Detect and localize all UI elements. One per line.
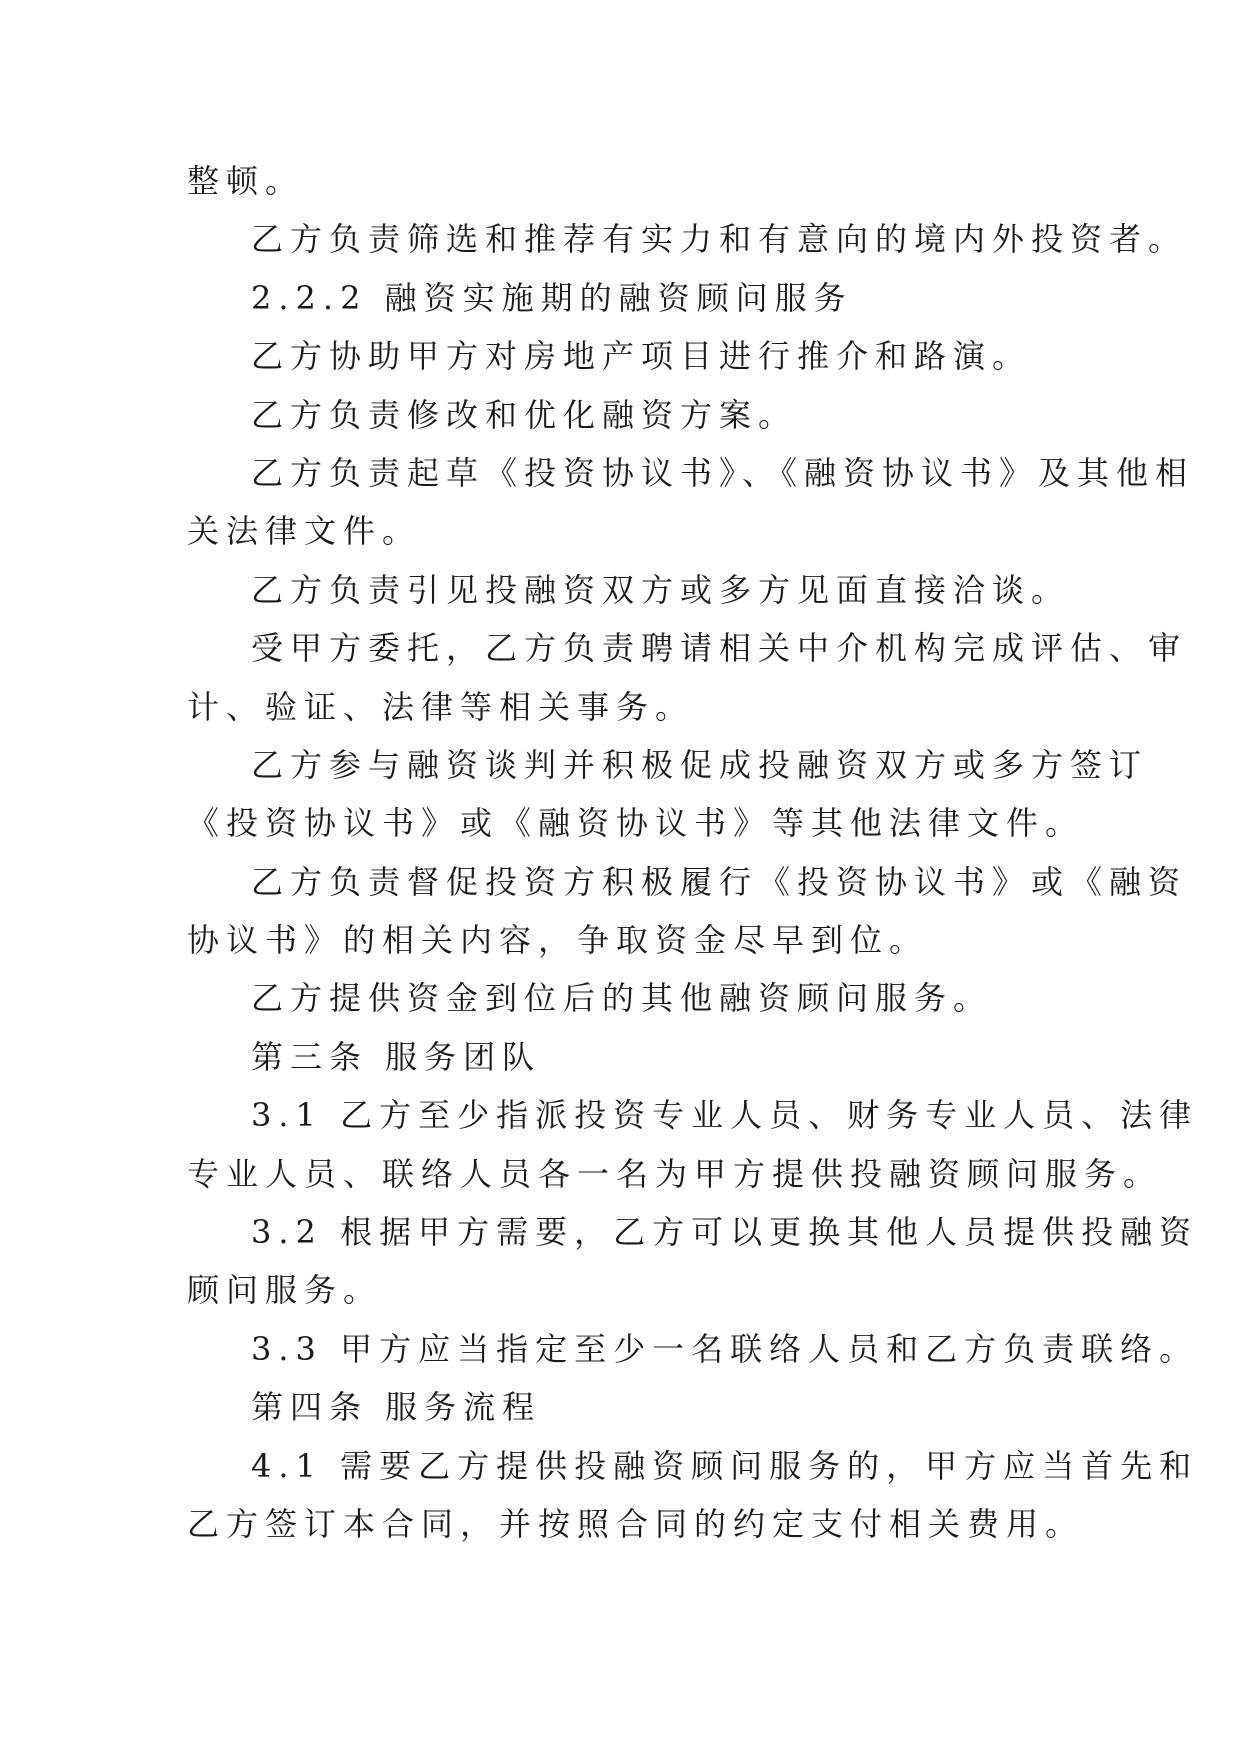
article-heading: 第三条 服务团队 — [251, 1037, 542, 1076]
text-line: 整顿。 — [187, 162, 305, 200]
text-line: 乙方参与融资谈判并积极促成投融资双方或多方签订 — [251, 745, 1149, 784]
text-line: 乙方负责引见投融资双方或多方见面直接洽谈。 — [251, 570, 1071, 609]
text-line: 关法律文件。 — [187, 512, 422, 551]
text-line: 乙方负责筛选和推荐有实力和有意向的境内外投资者。 — [251, 220, 1188, 259]
text-line: 受甲方委托，乙方负责聘请相关中介机构完成评估、审 — [251, 629, 1188, 668]
text-line: 专业人员、联络人员各一名为甲方提供投融资顾问服务。 — [187, 1154, 1163, 1193]
document-body — [187, 152, 1199, 1553]
text-line: 3.3 甲方应当指定至少一名联络人员和乙方负责联络。 — [251, 1329, 1199, 1368]
text-line: 乙方负责督促投资方积极履行《投资协议书》或《融资 — [251, 862, 1188, 901]
text-line: 乙方提供资金到位后的其他融资顾问服务。 — [251, 979, 993, 1018]
text-line: 4.1 需要乙方提供投融资顾问服务的，甲方应当首先和 — [251, 1446, 1199, 1485]
article-heading: 第四条 服务流程 — [251, 1388, 542, 1427]
section-heading: 2.2.2 融资实施期的融资顾问服务 — [251, 278, 853, 317]
text-line: 乙方负责修改和优化融资方案。 — [251, 395, 798, 434]
text-line: 乙方协助甲方对房地产项目进行推介和路演。 — [251, 337, 1032, 376]
text-line: 乙方负责起草《投资协议书》、《融资协议书》及其他相 — [251, 453, 1195, 492]
text-line: 乙方签订本合同，并按照合同的约定支付相关费用。 — [187, 1504, 1085, 1543]
text-line: 3.2 根据甲方需要，乙方可以更换其他人员提供投融资 — [251, 1213, 1199, 1252]
text-line: 3.1 乙方至少指派投资专业人员、财务专业人员、法律 — [251, 1096, 1199, 1135]
text-line: 《投资协议书》或《融资协议书》等其他法律文件。 — [187, 804, 1085, 843]
text-line: 协议书》的相关内容，争取资金尽早到位。 — [187, 921, 929, 960]
text-line: 计、验证、法律等相关事务。 — [187, 687, 695, 726]
text-line: 顾问服务。 — [187, 1271, 383, 1310]
